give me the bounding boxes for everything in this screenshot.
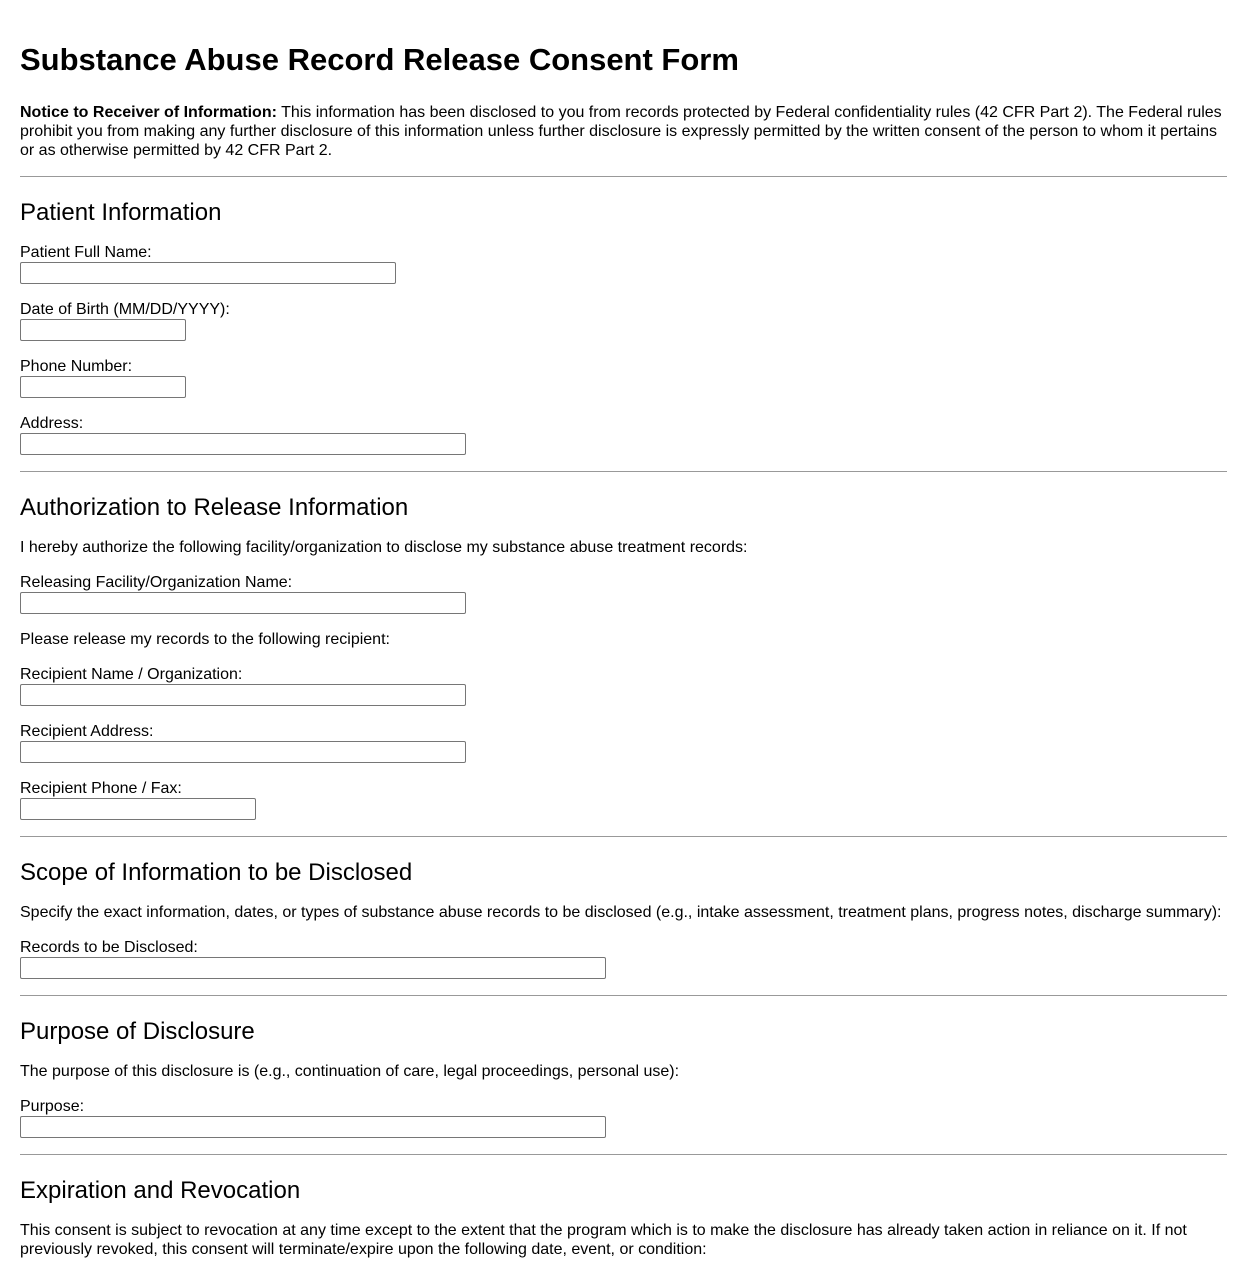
- address-input[interactable]: [20, 433, 466, 455]
- scope-section: [20, 859, 1227, 979]
- notice-text: This information has been disclosed to you from records protected by Federal confidentiality rules (42 CFR Part 2). The Federal rules prohibit you from making any further disclosure of this information unless further disclosure is expressly permitted by the written consent of the person to whom it pertains or as otherwise permitted by 42 CFR Part 2.: [20, 104, 1222, 159]
- phone-label: Phone Number:: [20, 358, 133, 375]
- notice-paragraph: [20, 103, 1227, 160]
- divider: [20, 836, 1227, 837]
- records-label: Records to be Disclosed:: [20, 939, 198, 956]
- address-field-group: [20, 414, 1227, 455]
- recipient-intro: Please release my records to the following recipient:: [20, 631, 390, 648]
- recipient-name-label: Recipient Name / Organization:: [20, 666, 243, 683]
- address-label: Address:: [20, 415, 84, 432]
- divider: [20, 471, 1227, 472]
- records-input[interactable]: [20, 957, 606, 979]
- recipient-phone-label: Recipient Phone / Fax:: [20, 780, 182, 797]
- divider: [20, 176, 1227, 177]
- expiration-section: [20, 1177, 1227, 1259]
- scope-intro: Specify the exact information, dates, or types of substance abuse records to be disclosed (e.g., intake assessment, treatment plans, progress notes, discharge summary):: [20, 904, 1222, 921]
- recipient-address-label: Recipient Address:: [20, 723, 154, 740]
- recipient-address-input[interactable]: [20, 741, 466, 763]
- patient-name-label: Patient Full Name:: [20, 244, 152, 261]
- page-title: Substance Abuse Record Release Consent Form: [20, 42, 739, 77]
- phone-input[interactable]: [20, 376, 186, 398]
- purpose-label: Purpose:: [20, 1098, 85, 1115]
- purpose-input[interactable]: [20, 1116, 606, 1138]
- recipient-address-field-group: [20, 722, 1227, 763]
- recipient-phone-input[interactable]: [20, 798, 256, 820]
- purpose-section: [20, 1018, 1227, 1138]
- purpose-intro: The purpose of this disclosure is (e.g., continuation of care, legal proceedings, personal use):: [20, 1063, 680, 1080]
- divider: [20, 995, 1227, 996]
- records-field-group: [20, 938, 1227, 979]
- expiration-text: This consent is subject to revocation at any time except to the extent that the program which is to make the disclosure has already taken action in reliance on it. If not previously revoked, this consent will terminate/expire upon the following date, event, or condition:: [20, 1222, 1187, 1258]
- section-heading-purpose: Purpose of Disclosure: [20, 1018, 255, 1045]
- dob-label: Date of Birth (MM/DD/YYYY):: [20, 301, 230, 318]
- notice-label: Notice to Receiver of Information:: [20, 104, 277, 121]
- dob-field-group: [20, 300, 1227, 341]
- recipient-name-field-group: [20, 665, 1227, 706]
- dob-input[interactable]: [20, 319, 186, 341]
- phone-field-group: [20, 357, 1227, 398]
- section-heading-expiration: Expiration and Revocation: [20, 1177, 301, 1204]
- purpose-field-group: [20, 1097, 1227, 1138]
- authorization-intro: I hereby authorize the following facility/organization to disclose my substance abuse treatment records:: [20, 539, 748, 556]
- authorization-section: [20, 494, 1227, 820]
- divider: [20, 1154, 1227, 1155]
- section-heading-authorization: Authorization to Release Information: [20, 494, 409, 521]
- patient-information-section: [20, 199, 1227, 455]
- recipient-name-input[interactable]: [20, 684, 466, 706]
- facility-input[interactable]: [20, 592, 466, 614]
- patient-name-field-group: [20, 243, 1227, 284]
- recipient-phone-field-group: [20, 779, 1227, 820]
- patient-name-input[interactable]: [20, 262, 396, 284]
- facility-field-group: [20, 573, 1227, 614]
- facility-label: Releasing Facility/Organization Name:: [20, 574, 293, 591]
- section-heading-patient: Patient Information: [20, 199, 222, 226]
- section-heading-scope: Scope of Information to be Disclosed: [20, 859, 413, 886]
